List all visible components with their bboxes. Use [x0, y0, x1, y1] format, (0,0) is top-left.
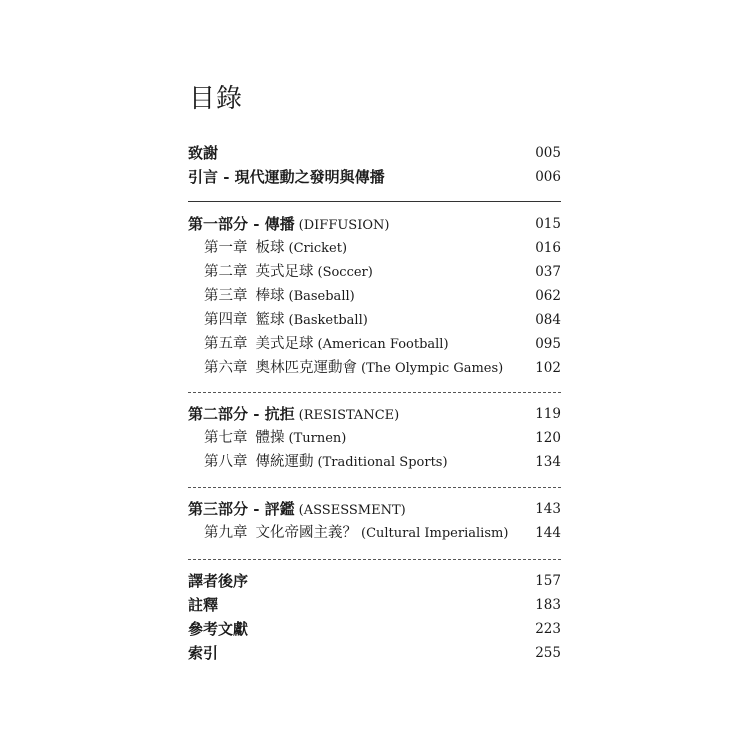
toc-entry-label: 索引 [188, 644, 219, 662]
toc-chapter-label: 第二章 英式足球 (Soccer) [204, 264, 373, 280]
toc-chapter-label: 第七章 體操 (Turnen) [204, 430, 347, 446]
toc-entry-introduction[interactable] [188, 165, 561, 189]
toc-chapter-label: 第三章 棒球 (Baseball) [204, 288, 355, 304]
toc-entry-page: 157 [535, 573, 561, 589]
toc-chapter-label: 第五章 美式足球 (American Football) [204, 336, 449, 352]
toc-entry-label: 致謝 [188, 144, 219, 162]
toc-entry-acknowledgements[interactable] [188, 141, 561, 165]
toc-entry-page: 120 [535, 430, 561, 446]
toc-entry-page: 062 [535, 288, 561, 304]
toc-part-3 [188, 497, 561, 545]
toc-entry-page: 143 [535, 501, 561, 517]
toc-chapter-entry[interactable] [188, 426, 561, 450]
toc-entry-page: 119 [535, 406, 561, 422]
toc-chapter-entry[interactable] [188, 236, 561, 260]
toc-part-heading[interactable] [188, 497, 561, 521]
toc-entry-label: 註釋 [188, 596, 219, 614]
section-divider-dashed [188, 559, 561, 560]
toc-chapter-entry[interactable] [188, 332, 561, 356]
section-divider-dashed [188, 392, 561, 393]
toc-entry-bibliography[interactable] [188, 617, 561, 641]
toc-entry-page: 084 [535, 312, 561, 328]
section-divider-solid [188, 201, 561, 202]
toc-back-matter [188, 569, 561, 665]
toc-part-heading[interactable] [188, 402, 561, 426]
toc-part-1 [188, 212, 561, 380]
toc-chapter-label: 第八章 傳統運動 (Traditional Sports) [204, 454, 448, 470]
toc-chapter-entry[interactable] [188, 308, 561, 332]
toc-part-en: (ASSESSMENT) [298, 503, 406, 518]
toc-chapter-entry[interactable] [188, 284, 561, 308]
toc-part-heading[interactable] [188, 212, 561, 236]
toc-chapter-entry[interactable] [188, 356, 561, 380]
toc-part-label: 第一部分 - 傳播 (DIFFUSION) [188, 215, 390, 233]
toc-chapter-entry[interactable] [188, 450, 561, 474]
toc-chapter-label: 第四章 籃球 (Basketball) [204, 312, 368, 328]
toc-entry-translator-afterword[interactable] [188, 569, 561, 593]
toc-entry-page: 183 [535, 597, 561, 613]
toc-chapter-entry[interactable] [188, 521, 561, 545]
toc-chapter-label: 第一章 板球 (Cricket) [204, 240, 348, 256]
toc-entry-page: 255 [535, 645, 561, 661]
toc-entry-label: 譯者後序 [188, 572, 249, 590]
toc-entry-label: 引言 - 現代運動之發明與傳播 [188, 168, 385, 186]
toc-entry-page: 134 [535, 454, 561, 470]
toc-entry-page: 223 [535, 621, 561, 637]
toc-chapter-entry[interactable] [188, 260, 561, 284]
toc-entry-index[interactable] [188, 641, 561, 665]
toc-entry-page: 095 [535, 336, 561, 352]
toc-entry-page: 037 [535, 264, 561, 280]
toc-entry-page: 005 [535, 145, 561, 161]
section-divider-dashed [188, 487, 561, 488]
page-title: 目錄 [189, 84, 244, 114]
toc-part-label: 第二部分 - 抗拒 (RESISTANCE) [188, 405, 400, 423]
toc-entry-notes[interactable] [188, 593, 561, 617]
toc-part-en: (DIFFUSION) [298, 218, 390, 233]
toc-entry-label: 參考文獻 [188, 620, 249, 638]
toc-entry-page: 016 [535, 240, 561, 256]
toc-entry-page: 006 [535, 169, 561, 185]
toc-part-2 [188, 402, 561, 474]
toc-chapter-label: 第九章 文化帝國主義？ (Cultural Imperialism) [204, 525, 509, 541]
toc-entry-page: 144 [535, 525, 561, 541]
toc-entry-page: 015 [535, 216, 561, 232]
toc-part-en: (RESISTANCE) [298, 408, 400, 423]
toc-chapter-label: 第六章 奧林匹克運動會 (The Olympic Games) [204, 360, 504, 376]
toc-front-matter [188, 141, 561, 189]
toc-part-label: 第三部分 - 評鑑 (ASSESSMENT) [188, 500, 406, 518]
toc-entry-page: 102 [535, 360, 561, 376]
